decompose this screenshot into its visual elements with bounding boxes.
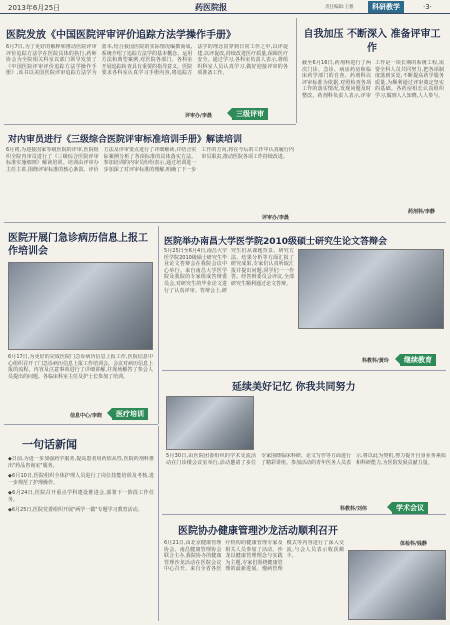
divider xyxy=(296,18,297,123)
section-badge: 科研教学 xyxy=(368,1,404,13)
news-item: ◆6月25日,医院党委组织开展"两学一做"专题学习教育活动。 xyxy=(8,507,143,513)
defense-photo xyxy=(298,249,444,329)
a5-byline: 科教科/黄玲 xyxy=(362,358,389,364)
news-list xyxy=(8,456,154,618)
news-title: 一句话新闻 xyxy=(22,438,77,451)
a3-body: 6月初,为迎接国家等级医院的评审,医院组织全院内审员进行了《三级综合医院评审标准实施细则》解读培训。培训由评审办主任主讲,围绕评审标准的核心条款、评价方法及评审要点进行了详细解读,并结合实际案例分析了各项标准的具体落实方法。参加培训的内审员纷纷表示,通过培训进一步加深了对评审标准的理解,明确了下一步工作的方向,将在今后的工作中认真履行内审员职责,推动医院各项工作持续改进。 xyxy=(6,147,294,173)
a7-body: 6月21日,由北京健康管理协会、南昌健康管理协会联合主办,我院协办的健康管理沙龙活动在医院会议中心召开。来自全省各医疗机构的健康管理专家及相关人员参加了活动。沙龙以健康管理理念与实践为主题,专家们围绕健康管理的最新进展、慢病管理模式等内容进行了深入交流,与会人员表示收获颇丰。 xyxy=(164,540,344,573)
a4-byline: 信息中心/李晓 xyxy=(70,413,102,419)
a5-body: 5月25日至6月4日,南昌大学医学院2010级硕士研究生毕业论文答辩会在我院会议中心举行。来自南昌大学医学院及我院的专家组成答辩委员会,对研究生的毕业论文进行了认真评审。答辩会上,研究生们从课题背景、研究方法、结果分析等方面汇报了研究成果,专家们认真听取汇报并提出问题,同学们一一作答。经答辩委员会评议,全部研究生顺利通过论文答辩。 xyxy=(164,248,294,294)
a1-byline: 评审办/李晨 xyxy=(185,113,212,119)
a2-byline: 药剂科/李静 xyxy=(408,209,435,215)
a7-title: 医院协办健康管理沙龙活动顺利召开 xyxy=(178,526,338,537)
a5-title: 医院举办南昌大学医学院2010级硕士研究生论文答辩会 xyxy=(164,237,388,247)
a1-tag: 三级评审 xyxy=(232,108,268,120)
a5-tag: 继续教育 xyxy=(400,354,436,366)
a6-title: 延续美好记忆 你我共同努力 xyxy=(232,382,356,393)
a1-title: 医院发放《中国医院评审评价追踪方法学操作手册》 xyxy=(6,30,236,41)
divider xyxy=(4,222,446,223)
a3-title: 对内审员进行《三级综合医院评审标准培训手册》解读培训 xyxy=(8,135,243,145)
news-item: ◆6月24日,医院召开重点学科建设推进会,部署下一阶段工作任务。 xyxy=(8,490,154,503)
paper-name: 药医院报 xyxy=(195,3,227,12)
divider xyxy=(162,370,446,371)
a4-title: 医院开展门急诊病历信息上报工作培训会 xyxy=(8,233,148,257)
lecture-photo xyxy=(166,396,254,450)
a4-body: 6月17日,为更好的完成医院门急诊病历信息上报工作,医院信息中心组织召开了门急诊病历信息上报工作培训会。会议对病历信息上报的流程、内容及注意事项进行了详细讲解,并现场解答了参会人员提出的问题。各临床科室主任及护士长参加了培训。 xyxy=(8,354,153,380)
salon-photo xyxy=(348,550,446,620)
editor-credit: 责任编辑:王雅 xyxy=(325,5,354,10)
page-number: ·3· xyxy=(423,3,432,11)
divider xyxy=(158,426,159,621)
news-item: ◆6月10日,医院组织全体护理人员进行了岗位技能培训及考核,进一步规范了护理操作。 xyxy=(8,473,154,486)
a7-byline: 体检科/钱静 xyxy=(400,541,427,547)
divider xyxy=(162,514,446,515)
a4-tag: 医疗培训 xyxy=(112,408,148,420)
masthead xyxy=(0,0,450,14)
a3-byline: 评审办/李晨 xyxy=(262,215,289,221)
a2-body: 截至6月16日,药剂科进行了两次门诊、急诊、病房药房和临床药学部门的自查。药剂科以评审标准为依据,对照检查各项工作的落实情况,发现问题及时整改。药剂科负责人表示,评审工作是一项长期的系统工程,需要全科人员共同努力,把各项制度落到实处,不断提高药学服务质量,为顺利通过评审奠定坚实的基础。各药房组长认真组织学习,做到人人知晓,人人参与。 xyxy=(302,60,444,99)
divider xyxy=(158,226,159,424)
a1-body: 6月7日,为了更好的解释和推动医院评审评价追踪方法学在医院具体的执行,药师协会为全院相关科室以部门领导发放了《中国医院评审评价追踪方法学操作手册》,该书以美国医院评审追踪方法学为蓝本,结合我国医院的实际情况编撰而成,系统介绍了追踪方法学的基本概念、运用方法和典型案例,对医院各部门、各科室开展追踪检查具有重要的指导意义。医院要求各科室认真学习手册内容,将追踪方法学的理念贯穿到日常工作之中,以评促建,以评促改,持续改进医疗质量,保障医疗安全。通过学习,各科室负责人表示,将组织科室人员认真学习,做好迎接评审的各项准备工作。 xyxy=(6,44,288,77)
divider xyxy=(4,124,296,125)
divider xyxy=(4,424,158,425)
issue-date: 2013年6月25日 xyxy=(8,4,61,12)
a6-body: 5月30日,由医院团委组织的学术交流活动在门诊楼会议室举行,活动邀请了多位专家围绕临床科研、论文写作等方面进行了精彩讲座。参加活动的青年医务人员表示,将以此为契机,努力提升自身业务素质和科研能力,为医院发展贡献力量。 xyxy=(166,453,446,466)
meeting-photo xyxy=(8,262,153,350)
news-item: ◆日前,为进一步加强药学服务,提高患者用药依从性,医院药剂科推出"药品咨询室"服务。 xyxy=(8,456,154,469)
a2-title: 自我加压 不断深入 准备评审工作 xyxy=(303,29,441,54)
a6-byline: 科教科/刘伟 xyxy=(340,506,367,512)
a6-tag: 学术会议 xyxy=(392,502,428,514)
